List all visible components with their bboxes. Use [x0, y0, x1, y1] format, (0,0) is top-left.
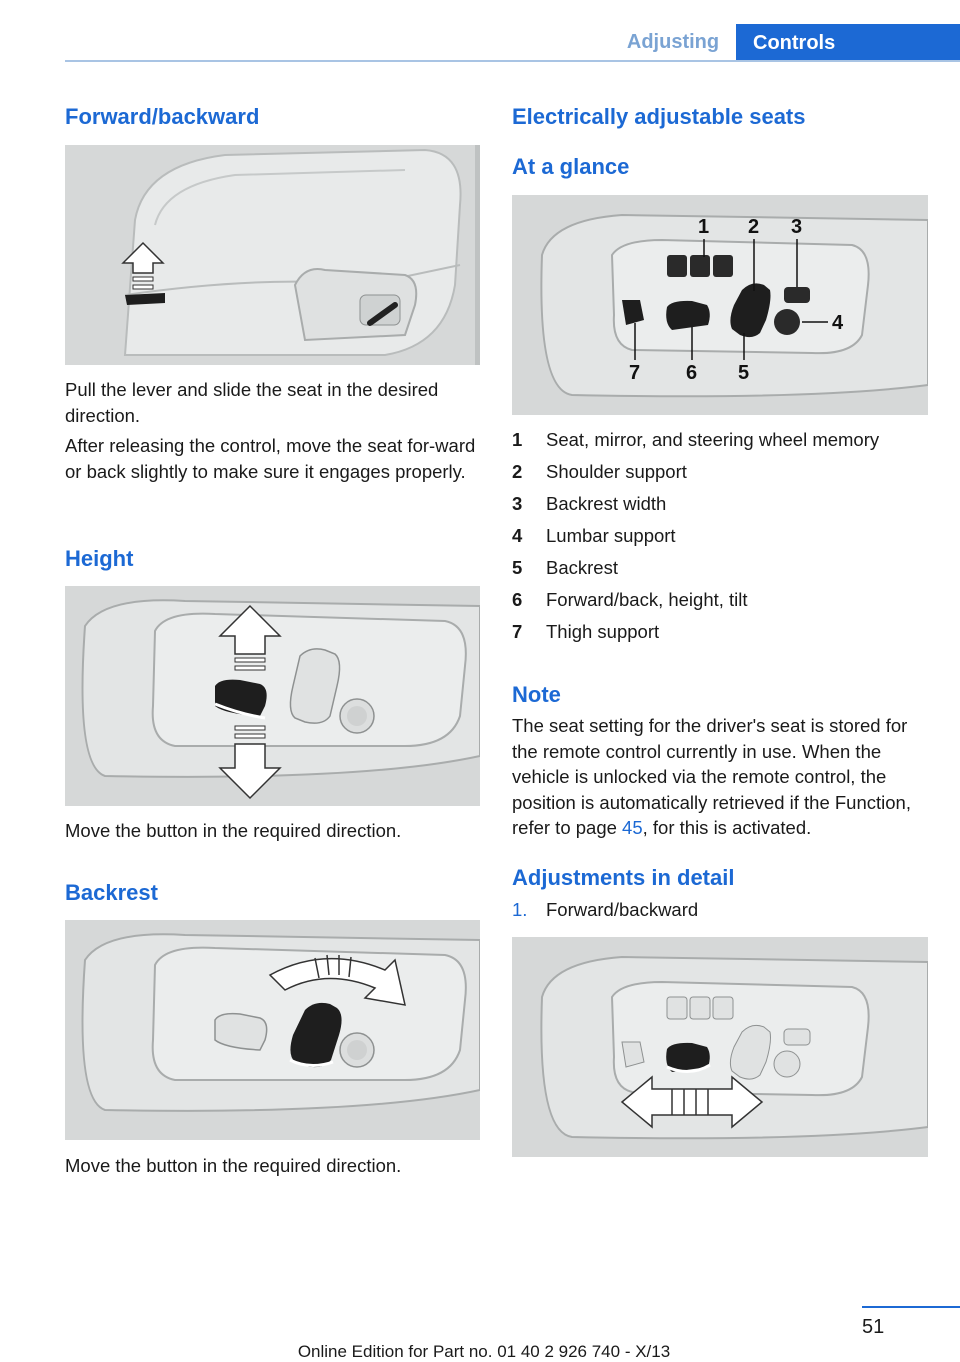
footer-edition: Online Edition for Part no. 01 40 2 926 740 - X/13	[297, 1342, 671, 1361]
heading-backrest: Backrest	[65, 880, 158, 905]
note-text: The seat setting for the driver's seat is stored for the remote control currently in use. When the vehicle is unlocked via the remote control, the position is automatically retrieved if the Function, refer to page	[512, 715, 911, 838]
legend-number: 2	[512, 461, 523, 482]
paragraph-pull-lever: Pull the lever and slide the seat in the desired direction.	[65, 379, 439, 426]
legend-text: Thigh support	[546, 621, 660, 642]
callout-3: 3	[791, 216, 803, 238]
paragraph-note	[512, 713, 928, 841]
legend-text: Shoulder support	[546, 461, 687, 482]
header-chapter-tab[interactable]: Controls	[736, 24, 960, 62]
page-number: 51	[862, 1316, 885, 1338]
legend-text: Backrest width	[546, 493, 667, 514]
paragraph-backrest-instruction: Move the button in the required direction.	[65, 1155, 402, 1176]
heading-height: Height	[65, 546, 134, 571]
heading-electrically-adjustable-seats: Electrically adjustable seats	[512, 104, 806, 129]
legend-text: Seat, mirror, and steering wheel memory	[546, 429, 880, 450]
heading-adjustments-in-detail: Adjustments in detail	[512, 865, 735, 890]
heading-note: Note	[512, 682, 561, 707]
paragraph-after-releasing: After releasing the control, move the seat for‐ward or back slightly to make sure it engages properly.	[65, 435, 476, 482]
legend-number: 1	[512, 429, 523, 450]
legend-text: Lumbar support	[546, 525, 676, 546]
page-number-rule	[862, 1306, 960, 1308]
header-rule	[65, 60, 960, 62]
legend-item	[512, 588, 928, 620]
figure-forward-backward	[65, 145, 480, 365]
legend-text: Backrest	[546, 557, 618, 578]
paragraph-height-instruction: Move the button in the required direction.	[65, 820, 402, 841]
heading-forward-backward: Forward/backward	[65, 104, 260, 129]
legend-number: 3	[512, 493, 523, 514]
header-section-tab[interactable]: Adjusting	[626, 31, 720, 53]
callout-6: 6	[686, 362, 698, 384]
legend-text: Forward/back, height, tilt	[546, 589, 748, 610]
figure-seat-controls-overview	[512, 195, 928, 415]
heading-at-a-glance: At a glance	[512, 154, 630, 179]
legend-number: 7	[512, 621, 523, 642]
callout-1: 1	[698, 216, 710, 238]
legend-item	[512, 492, 928, 524]
step-text: Forward/backward	[546, 899, 699, 920]
figure-backrest	[65, 920, 480, 1140]
legend-item	[512, 620, 928, 652]
step-number: 1.	[512, 899, 528, 920]
legend-number: 4	[512, 525, 523, 546]
note-text-end: , for this is activated.	[642, 817, 812, 838]
legend-item	[512, 556, 928, 588]
legend-item	[512, 460, 928, 492]
callout-5: 5	[738, 362, 750, 384]
callout-7: 7	[629, 362, 641, 384]
callout-2: 2	[748, 216, 760, 238]
legend-item	[512, 524, 928, 556]
figure-height	[65, 586, 480, 806]
legend-item	[512, 428, 928, 460]
page-reference-link[interactable]: 45	[622, 817, 643, 838]
callout-4: 4	[832, 312, 844, 334]
figure-forward-backward-detail	[512, 937, 928, 1157]
legend-number: 6	[512, 589, 523, 610]
legend-number: 5	[512, 557, 523, 578]
legend-list	[512, 428, 928, 652]
